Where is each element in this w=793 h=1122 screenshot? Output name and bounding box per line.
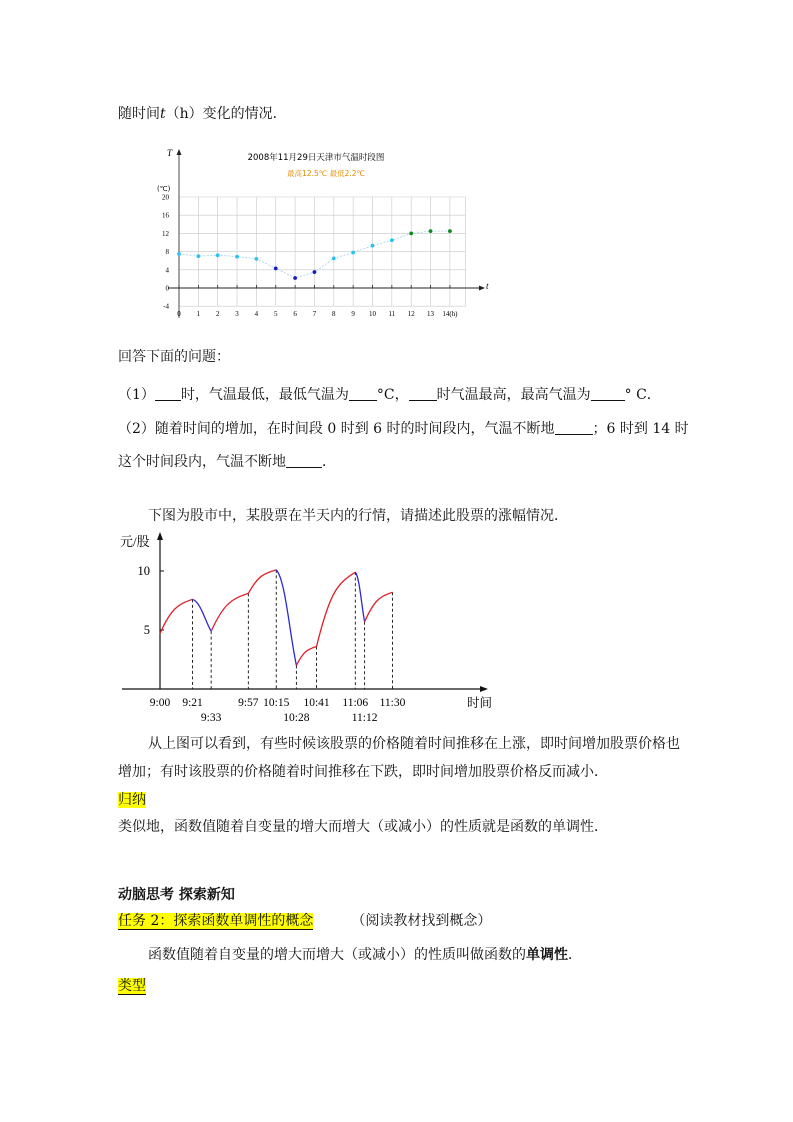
stock-x-tick-label: 9:57 xyxy=(238,697,259,709)
stock-rising-segment xyxy=(317,572,356,646)
intro-var: t xyxy=(160,106,166,122)
weather-y-tick-label: 0 xyxy=(165,284,169,293)
question-2-line-2 xyxy=(118,451,336,471)
stock-rising-segment xyxy=(365,592,393,622)
question-2-line-1 xyxy=(118,418,689,438)
weather-y-tick-label: -4 xyxy=(163,302,169,311)
weather-y-tick-label: 16 xyxy=(162,211,169,220)
definition xyxy=(148,944,582,964)
weather-x-arrow xyxy=(479,286,485,291)
q1-blank-3[interactable] xyxy=(409,386,437,401)
stock-intro: 下图为股市中，某股票在半天内的行情，请描述此股票的涨幅情况． xyxy=(148,508,568,524)
weather-y-tick-label: 12 xyxy=(162,229,169,238)
stock-x-tick-label: 9:00 xyxy=(149,697,171,709)
intro-line xyxy=(118,103,287,123)
weather-y-tick-label: 4 xyxy=(165,266,169,275)
weather-y-tick-label: 20 xyxy=(162,193,169,202)
q1-p3: °C， xyxy=(376,387,409,403)
weather-y-letter: T xyxy=(167,148,173,158)
task-note: （阅读教材找到概念） xyxy=(351,913,492,929)
intro-post: （h）变化的情况． xyxy=(165,106,287,122)
stock-rising-segment xyxy=(296,647,316,666)
stock-x-tick-label: 10:41 xyxy=(303,697,330,709)
stock-drop-lines xyxy=(193,570,393,689)
weather-y-unit: (℃) xyxy=(157,185,171,193)
weather-x-tick-label: 9 xyxy=(351,310,355,318)
stock-falling-segment xyxy=(193,599,212,631)
weather-data-point xyxy=(216,253,220,257)
stock-falling-segment xyxy=(355,572,364,622)
stock-x-tick-label: 10:15 xyxy=(263,697,290,709)
stock-x-tick-label: 11:06 xyxy=(342,697,369,709)
stock-falling-segment xyxy=(276,570,296,666)
types-tag: 类型 xyxy=(118,978,146,994)
weather-x-tick-label: 1 xyxy=(196,310,201,318)
stock-rising-segment xyxy=(248,570,276,594)
weather-data-point xyxy=(313,270,317,274)
stock-axes xyxy=(122,532,488,692)
weather-data-point xyxy=(332,257,336,261)
weather-x-tick-label: 8 xyxy=(332,310,336,318)
weather-data-point xyxy=(177,252,181,256)
stock-y-arrow xyxy=(157,532,163,540)
types-row xyxy=(118,975,146,995)
q1-blank-4[interactable] xyxy=(591,386,625,401)
weather-subtitle: 最高12.5℃ 最低2.2℃ xyxy=(287,169,365,178)
stock-rising-segment xyxy=(211,593,248,631)
weather-y-arrow xyxy=(177,149,182,155)
weather-grid xyxy=(179,197,465,306)
q1-p1: （1） xyxy=(118,387,155,403)
stock-y-tick-label: 10 xyxy=(137,564,150,578)
stock-x-label: 时间 xyxy=(467,696,493,710)
stock-x-arrow xyxy=(480,686,488,692)
intro-pre: 随时间 xyxy=(118,106,160,122)
stock-price-curve xyxy=(160,570,393,666)
weather-y-ticks xyxy=(162,194,170,311)
q2-blank-2[interactable] xyxy=(286,453,322,468)
q1-blank-2[interactable] xyxy=(349,386,377,401)
weather-x-tick-label: 14(h) xyxy=(442,310,458,318)
stock-x-tick-label: 11:12 xyxy=(351,712,378,724)
weather-data-point xyxy=(255,257,259,261)
weather-x-tick-label: 3 xyxy=(235,310,239,318)
weather-x-ticks xyxy=(177,285,458,318)
weather-data-point xyxy=(429,229,433,233)
weather-chart xyxy=(150,142,500,324)
weather-x-tick-label: 12 xyxy=(407,310,415,318)
q2-line2-a: 这个时间段内，气温不断地 xyxy=(118,454,286,470)
task-row xyxy=(118,910,491,930)
definition-post: ． xyxy=(568,947,582,963)
weather-y-tick-label: 8 xyxy=(165,248,169,257)
stock-y-unit: 元/股 xyxy=(120,534,150,549)
q1-p4: 时气温最高，最高气温为 xyxy=(436,387,591,403)
stock-y-tick-label: 5 xyxy=(143,623,150,637)
question-1 xyxy=(118,384,661,404)
definition-pre: 函数值随着自变量的增大而增大（或减小）的性质叫做函数的 xyxy=(148,947,526,963)
weather-data-point xyxy=(274,267,278,271)
weather-x-tick-label: 4 xyxy=(254,310,259,318)
weather-x-tick-label: 2 xyxy=(215,310,220,318)
weather-x-tick-label: 11 xyxy=(388,310,396,318)
summary-tag: 归纳 xyxy=(118,792,146,808)
section-heading: 动脑思考 探索新知 xyxy=(118,887,235,903)
weather-x-tick-label: 13 xyxy=(427,310,435,318)
stock-x-tick-label: 11:30 xyxy=(379,697,406,709)
q1-p2: 时，气温最低，最低气温为 xyxy=(180,387,349,403)
q1-p5: ° C． xyxy=(624,387,661,403)
stock-x-tick-label: 9:21 xyxy=(182,697,203,709)
weather-title: 2008年11月29日天津市气温时段图 xyxy=(247,153,385,163)
weather-data-point xyxy=(409,232,413,236)
summary-tag-row xyxy=(118,789,146,809)
paragraph-line-1: 从上图可以看到，有些时候该股票的价格随着时间推移在上涨，即时间增加股票价格也 xyxy=(148,736,680,752)
weather-x-tick-label: 7 xyxy=(312,310,317,318)
q1-blank-1[interactable] xyxy=(155,386,181,401)
q2-line1-a: （2）随着时间的增加，在时间段 0 时到 6 时的时间段内，气温不断地 xyxy=(118,421,555,437)
weather-data-point xyxy=(390,238,394,242)
definition-term: 单调性 xyxy=(526,947,568,963)
task-title: 任务 2：探索函数单调性的概念 xyxy=(118,913,314,929)
stock-chart xyxy=(110,526,500,726)
stock-rising-segment xyxy=(160,599,193,633)
weather-x-letter: t xyxy=(486,281,489,291)
paragraph-line-2: 增加；有时该股票的价格随着时间推移在下跌，即时间增加股票价格反而减小． xyxy=(118,764,608,780)
weather-data-point xyxy=(448,229,452,233)
weather-x-tick-label: 6 xyxy=(293,310,297,318)
questions-header: 回答下面的问题： xyxy=(118,349,230,365)
weather-data-point xyxy=(235,255,239,259)
weather-x-tick-label: 10 xyxy=(369,310,376,318)
summary-text: 类似地，函数值随着自变量的增大而增大（或减小）的性质就是函数的单调性． xyxy=(118,819,608,835)
q2-line1-b: ；6 时到 14 时 xyxy=(592,421,689,437)
weather-x-tick-label: 0 xyxy=(177,310,181,318)
q2-line2-b: ． xyxy=(322,454,336,470)
weather-data-point xyxy=(196,254,200,258)
weather-data-point xyxy=(351,251,355,255)
weather-data-point xyxy=(293,276,297,280)
stock-x-tick-label: 10:28 xyxy=(283,712,310,724)
stock-x-ticks xyxy=(150,697,406,724)
weather-data-point xyxy=(371,244,375,248)
weather-x-tick-label: 5 xyxy=(274,310,278,318)
stock-x-tick-label: 9:33 xyxy=(200,712,222,724)
q2-blank-1[interactable] xyxy=(555,420,593,435)
